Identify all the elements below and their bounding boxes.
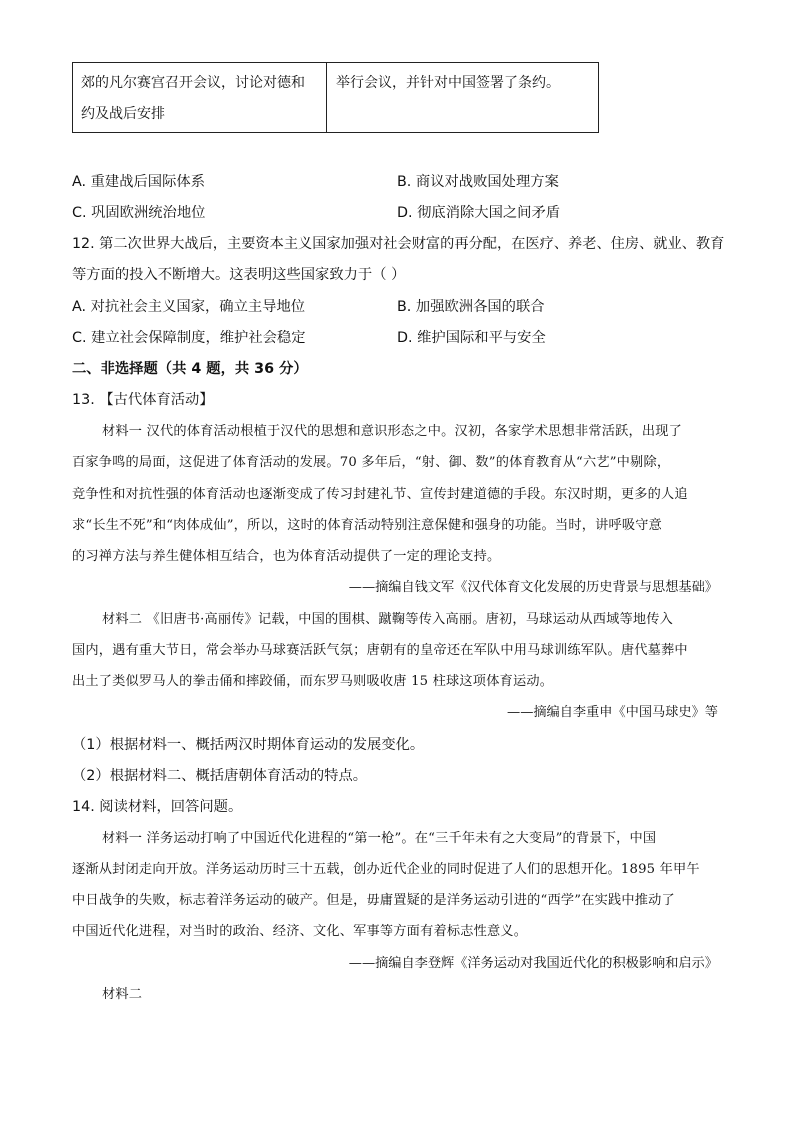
q12-stem-line2: 等方面的投入不断增大。这表明这些国家致力于（ ） [72, 267, 406, 283]
q11-option-a: A. 重建战后国际体系 [72, 174, 205, 190]
q13-material1-line: 材料一 汉代的体育活动根植于汉代的思想和意识形态之中。汉初，各家学术思想非常活跃，出现了 [102, 424, 683, 439]
q13-material1-line: 的习禅方法与养生健体相互结合，也为体育活动提供了一定的理论支持。 [72, 549, 501, 564]
q13-subquestion-2: （2）根据材料二、概括唐朝体育活动的特点。 [72, 768, 368, 784]
q14-material1-line: 材料一 洋务运动打响了中国近代化进程的“第一枪”。在“三千年未有之大变局”的背景下，中国 [102, 831, 657, 846]
q14-material1-line: 中日战争的失败，标志着洋务运动的破产。但是，毋庸置疑的是洋务运动引进的“西学”在实践中推动了 [72, 893, 675, 908]
table-left-cell-line1: 郊的凡尔赛宫召开会议，讨论对德和 [81, 75, 305, 91]
table-left-cell-line2: 约及战后安排 [81, 106, 165, 122]
q13-material1-line: 竞争性和对抗性强的体育活动也逐渐变成了传习封建礼节、宣传封建道德的手段。东汉时期，更多的人追 [72, 487, 688, 502]
q11-option-d: D. 彻底消除大国之间矛盾 [397, 205, 561, 221]
q14-material1-line: 逐渐从封闭走向开放。洋务运动历时三十五载，创办近代企业的同时促进了人们的思想开化。1895 年甲午 [72, 862, 700, 877]
table-right-cell-line1: 举行会议，并针对中国签署了条约。 [336, 75, 560, 91]
q13-material2-line: 出土了类似罗马人的拳击俑和摔跤俑，而东罗马则吸收唐 15 柱球这项体育运动。 [72, 674, 554, 689]
q14-material2-label: 材料二 [102, 987, 143, 1002]
q12-stem-line1: 12. 第二次世界大战后，主要资本主义国家加强对社会财富的再分配，在医疗、养老、住房、就业、教育 [72, 236, 725, 252]
q13-title: 13. 【古代体育活动】 [72, 392, 214, 408]
q13-subquestion-1: （1）根据材料一、概括两汉时期体育运动的发展变化。 [72, 737, 425, 753]
q14-title: 14. 阅读材料，回答问题。 [72, 799, 243, 815]
q14-material1-source: ——摘编自李登辉《洋务运动对我国近代化的积极影响和启示》 [348, 956, 718, 971]
q12-option-c: C. 建立社会保障制度，维护社会稳定 [72, 330, 306, 346]
q11-option-c: C. 巩固欧洲统治地位 [72, 205, 206, 221]
table-column-divider [326, 63, 327, 132]
q13-material2-line: 材料二 《旧唐书·高丽传》记载，中国的围棋、蹴鞠等传入高丽。唐初，马球运动从西域等地传入 [102, 612, 674, 627]
q13-material2-line: 国内，遇有重大节日，常会举办马球赛活跃气氛；唐朝有的皇帝还在军队中用马球训练军队。唐代墓葬中 [72, 643, 688, 658]
q12-option-a: A. 对抗社会主义国家，确立主导地位 [72, 299, 306, 315]
q11-option-b: B. 商议对战败国处理方案 [397, 174, 559, 190]
q14-material1-line: 中国近代化进程，对当时的政治、经济、文化、军事等方面有着标志性意义。 [72, 924, 528, 939]
q12-option-b: B. 加强欧洲各国的联合 [397, 299, 545, 315]
q13-material1-line: 百家争鸣的局面，这促进了体育活动的发展。70 多年后，“射、御、数”的体育教育从“六艺”中剔除， [72, 455, 671, 470]
q12-option-d: D. 维护国际和平与安全 [397, 330, 546, 346]
q13-material2-source: ——摘编自李重申《中国马球史》等 [507, 705, 718, 720]
q13-material1-line: 求“长生不死”和“肉体成仙”，所以，这时的体育活动特别注意保健和强身的功能。当时，讲呼吸守意 [72, 518, 663, 533]
section-title: 二、非选择题（共 4 题，共 36 分） [72, 361, 308, 377]
treaty-table [72, 62, 599, 133]
q13-material1-source: ——摘编自钱文军《汉代体育文化发展的历史背景与思想基础》 [348, 580, 718, 595]
